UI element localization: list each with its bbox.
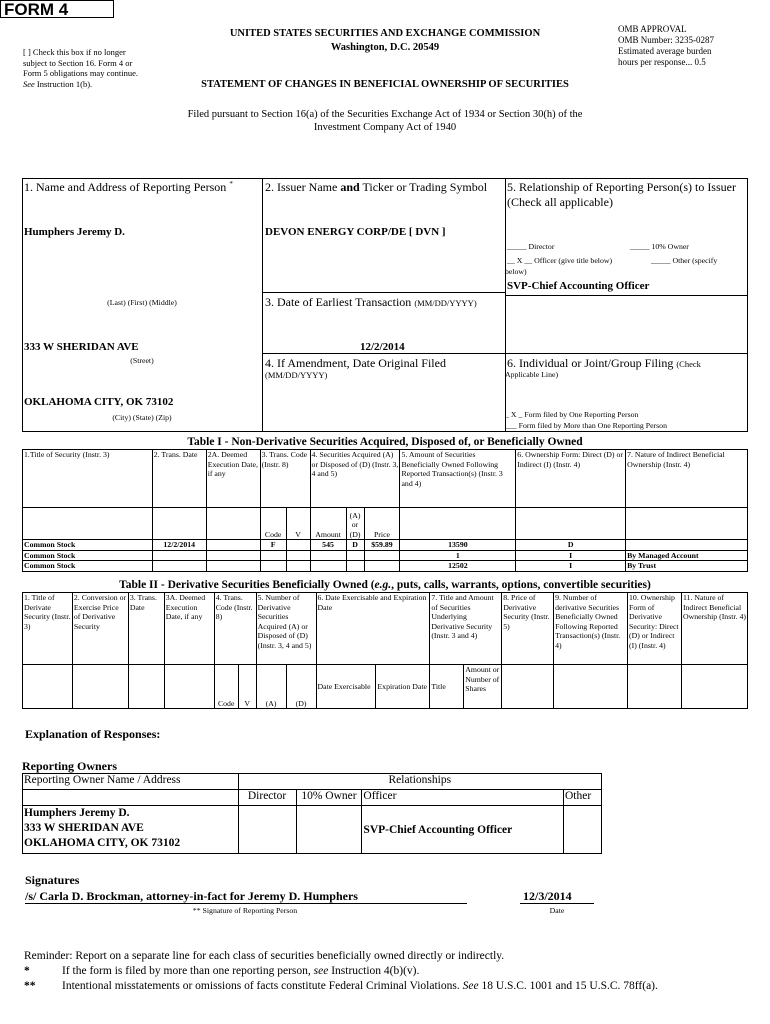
- t2-h-nature: 11. Nature of Indirect Beneficial Ownership (Instr. 4): [681, 593, 747, 665]
- t1-h-deemed: 2A. Deemed Execution Date, if any: [206, 450, 260, 508]
- check-box-note: [ ] Check this box if no longer subject to Section 16. Form 4 or Form 5 obligations may continue. See Instruction 1(b).: [23, 47, 138, 89]
- t2-sub-date-ex: Date Exercisable: [316, 665, 376, 709]
- other-checkbox[interactable]: _____ Other (specify: [651, 256, 718, 265]
- issuer-name: DEVON ENERGY CORP/DE [ DVN ]: [265, 226, 446, 238]
- footnote-double-star: **: [24, 980, 36, 992]
- box6-hint: Applicable Line): [505, 370, 559, 379]
- owners-col-director: Director: [238, 790, 296, 806]
- t2-h-code: 4. Trans. Code (Instr. 8): [214, 593, 256, 665]
- t2-h-price: 8. Price of Derivative Security (Instr. 5): [502, 593, 554, 665]
- box4-label: 4. If Amendment, Date Original Filed: [265, 356, 446, 370]
- t2-h-underlying: 7. Title and Amount of Securities Underlying Derivative Security (Instr. 3 and 4): [430, 593, 502, 665]
- date-caption: Date: [549, 906, 565, 915]
- table-row: Common Stock 12/2/2014 F 545 D $59.89 13590 D: [23, 540, 748, 551]
- t2-sub-d: (D): [286, 665, 316, 709]
- signatures-heading: Signatures: [25, 873, 80, 887]
- table1: [22, 449, 748, 572]
- owners-col-rel: Relationships: [238, 774, 601, 790]
- owners-col-name: Reporting Owner Name / Address: [23, 774, 239, 790]
- t1-sub-code: Code: [260, 508, 286, 540]
- table2-title: Table II - Derivative Securities Beneficially Owned (e.g., puts, calls, warrants, options, convertible securities): [119, 579, 651, 591]
- table-row: Common Stock 12502 I By Trust: [23, 561, 748, 572]
- t2-sub-exp: Expiration Date: [376, 665, 430, 709]
- omb-box: OMB APPROVAL OMB Number: 3235-0287 Estimated average burden hours per response... 0.5: [618, 24, 714, 67]
- t1-sub-amount: Amount: [310, 508, 346, 540]
- owners-table: [22, 773, 602, 854]
- t2-h-ownership: 10. Ownership Form of Derivative Security: Direct (D) or Indirect (I) (Instr. 4): [628, 593, 682, 665]
- signature-date: 12/3/2014: [523, 889, 572, 903]
- table2: [22, 592, 748, 709]
- footnote-star: *: [24, 965, 30, 977]
- t1-h-securities: 4. Securities Acquired (A) or Disposed of (D) (Instr. 3, 4 and 5): [310, 450, 400, 508]
- signature-caption: ** Signature of Reporting Person: [192, 906, 298, 915]
- officer-title: SVP-Chief Accounting Officer: [507, 280, 650, 292]
- one-person-checkbox[interactable]: _ X _ Form filed by One Reporting Person: [505, 410, 639, 419]
- box6-label: 6. Individual or Joint/Group Filing (Check: [507, 356, 701, 370]
- street-hint: (Street): [130, 356, 154, 365]
- statement-title: STATEMENT OF CHANGES IN BENEFICIAL OWNERSHIP OF SECURITIES: [201, 79, 569, 90]
- t2-sub-amount: Amount or Number of Shares: [464, 665, 502, 709]
- director-checkbox[interactable]: _____ Director: [507, 242, 555, 251]
- multi-person-checkbox[interactable]: ___ Form filed by More than One Reporting Person: [505, 421, 667, 430]
- city-hint: (City) (State) (Zip): [112, 413, 172, 422]
- t1-h-title: 1.Title of Security (Instr. 3): [23, 450, 153, 508]
- owners-officer-title: SVP-Chief Accounting Officer: [362, 806, 564, 854]
- filed-pursuant: Filed pursuant to Section 16(a) of the Securities Exchange Act of 1934 or Section 30(h) of the Investment Company Act of 1940: [187, 109, 583, 133]
- table-row: Humphers Jeremy D. 333 W SHERIDAN AVE OKLAHOMA CITY, OK 73102 SVP-Chief Accounting Officer: [23, 806, 602, 854]
- agency-name: UNITED STATES SECURITIES AND EXCHANGE COMMISSION: [229, 28, 541, 39]
- explanation-heading: Explanation of Responses:: [25, 727, 161, 741]
- name-hint: (Last) (First) (Middle): [107, 298, 177, 307]
- box1-label: 1. Name and Address of Reporting Person *: [24, 180, 233, 194]
- box3-label: 3. Date of Earliest Transaction (MM/DD/YYYY): [265, 295, 477, 309]
- reminder: Reminder: Report on a separate line for each class of securities beneficially owned directly or indirectly.: [24, 950, 505, 962]
- reporting-city: OKLAHOMA CITY, OK 73102: [24, 396, 174, 408]
- table-row: Common Stock 1 I By Managed Account: [23, 550, 748, 561]
- footnote-2: Intentional misstatements or omissions of facts constitute Federal Criminal Violations. See 18 U.S.C. 1001 and 15 U.S.C. 78ff(a).: [62, 980, 658, 992]
- t2-h-exercisable: 6. Date Exercisable and Expiration Date: [316, 593, 430, 665]
- t1-h-ownership: 6. Ownership Form: Direct (D) or Indirect (I) (Instr. 4): [516, 450, 626, 508]
- table1-title: Table I - Non-Derivative Securities Acquired, Disposed of, or Beneficially Owned: [187, 436, 583, 448]
- t1-h-date: 2. Trans. Date: [152, 450, 206, 508]
- t1-sub-price: Price: [364, 508, 400, 540]
- footnote-1: If the form is filed by more than one reporting person, see Instruction 4(b)(v).: [62, 965, 420, 977]
- other-below: below): [505, 267, 527, 276]
- owners-heading: Reporting Owners: [22, 759, 117, 773]
- t1-sub-aord: (A) or (D): [346, 508, 364, 540]
- signature-name: /s/ Carla D. Brockman, attorney-in-fact for Jeremy D. Humphers: [25, 889, 358, 903]
- box4-hint: (MM/DD/YYYY): [265, 370, 328, 380]
- owners-col-other: Other: [564, 790, 602, 806]
- t1-h-amount-owned: 5. Amount of Securities Beneficially Owned Following Reported Transaction(s) (Instr. 3 and 4): [400, 450, 516, 508]
- officer-checkbox[interactable]: __ X __ Officer (give title below): [507, 256, 613, 265]
- reporting-street: 333 W SHERIDAN AVE: [24, 341, 139, 353]
- form-title: FORM 4: [0, 0, 114, 18]
- t2-sub-a: (A): [256, 665, 286, 709]
- owners-col-ten: 10% Owner: [296, 790, 362, 806]
- box5-label: 5. Relationship of Reporting Person(s) to Issuer (Check all applicable): [507, 180, 736, 209]
- box2-label: 2. Issuer Name and Ticker or Trading Symbol: [265, 180, 488, 194]
- t2-sub-code: Code: [214, 665, 238, 709]
- t2-sub-v: V: [238, 665, 256, 709]
- agency-location: Washington, D.C. 20549: [330, 42, 440, 53]
- earliest-transaction-date: 12/2/2014: [360, 341, 405, 353]
- t2-h-date: 3. Trans. Date: [128, 593, 164, 665]
- owners-col-officer: Officer: [362, 790, 564, 806]
- t2-sub-title: Title: [430, 665, 464, 709]
- ten-percent-owner-checkbox[interactable]: _____ 10% Owner: [630, 242, 689, 251]
- t2-h-number: 5. Number of Derivative Securities Acquired (A) or Disposed of (D) (Instr. 3, 4 and 5): [256, 593, 316, 665]
- t2-h-conversion: 2. Conversion or Exercise Price of Derivative Security: [72, 593, 128, 665]
- t1-h-code: 3. Trans. Code (Instr. 8): [260, 450, 310, 508]
- t1-sub-v: V: [286, 508, 310, 540]
- t2-h-owned: 9. Number of derivative Securities Beneficially Owned Following Reported Transaction(s) (Instr. 4): [554, 593, 628, 665]
- t1-h-nature: 7. Nature of Indirect Beneficial Ownership (Instr. 4): [626, 450, 748, 508]
- t2-h-title: 1. Title of Derivate Security (Instr. 3): [23, 593, 73, 665]
- reporting-person-name: Humphers Jeremy D.: [24, 226, 125, 238]
- t2-h-deemed: 3A. Deemed Execution Date, if any: [164, 593, 214, 665]
